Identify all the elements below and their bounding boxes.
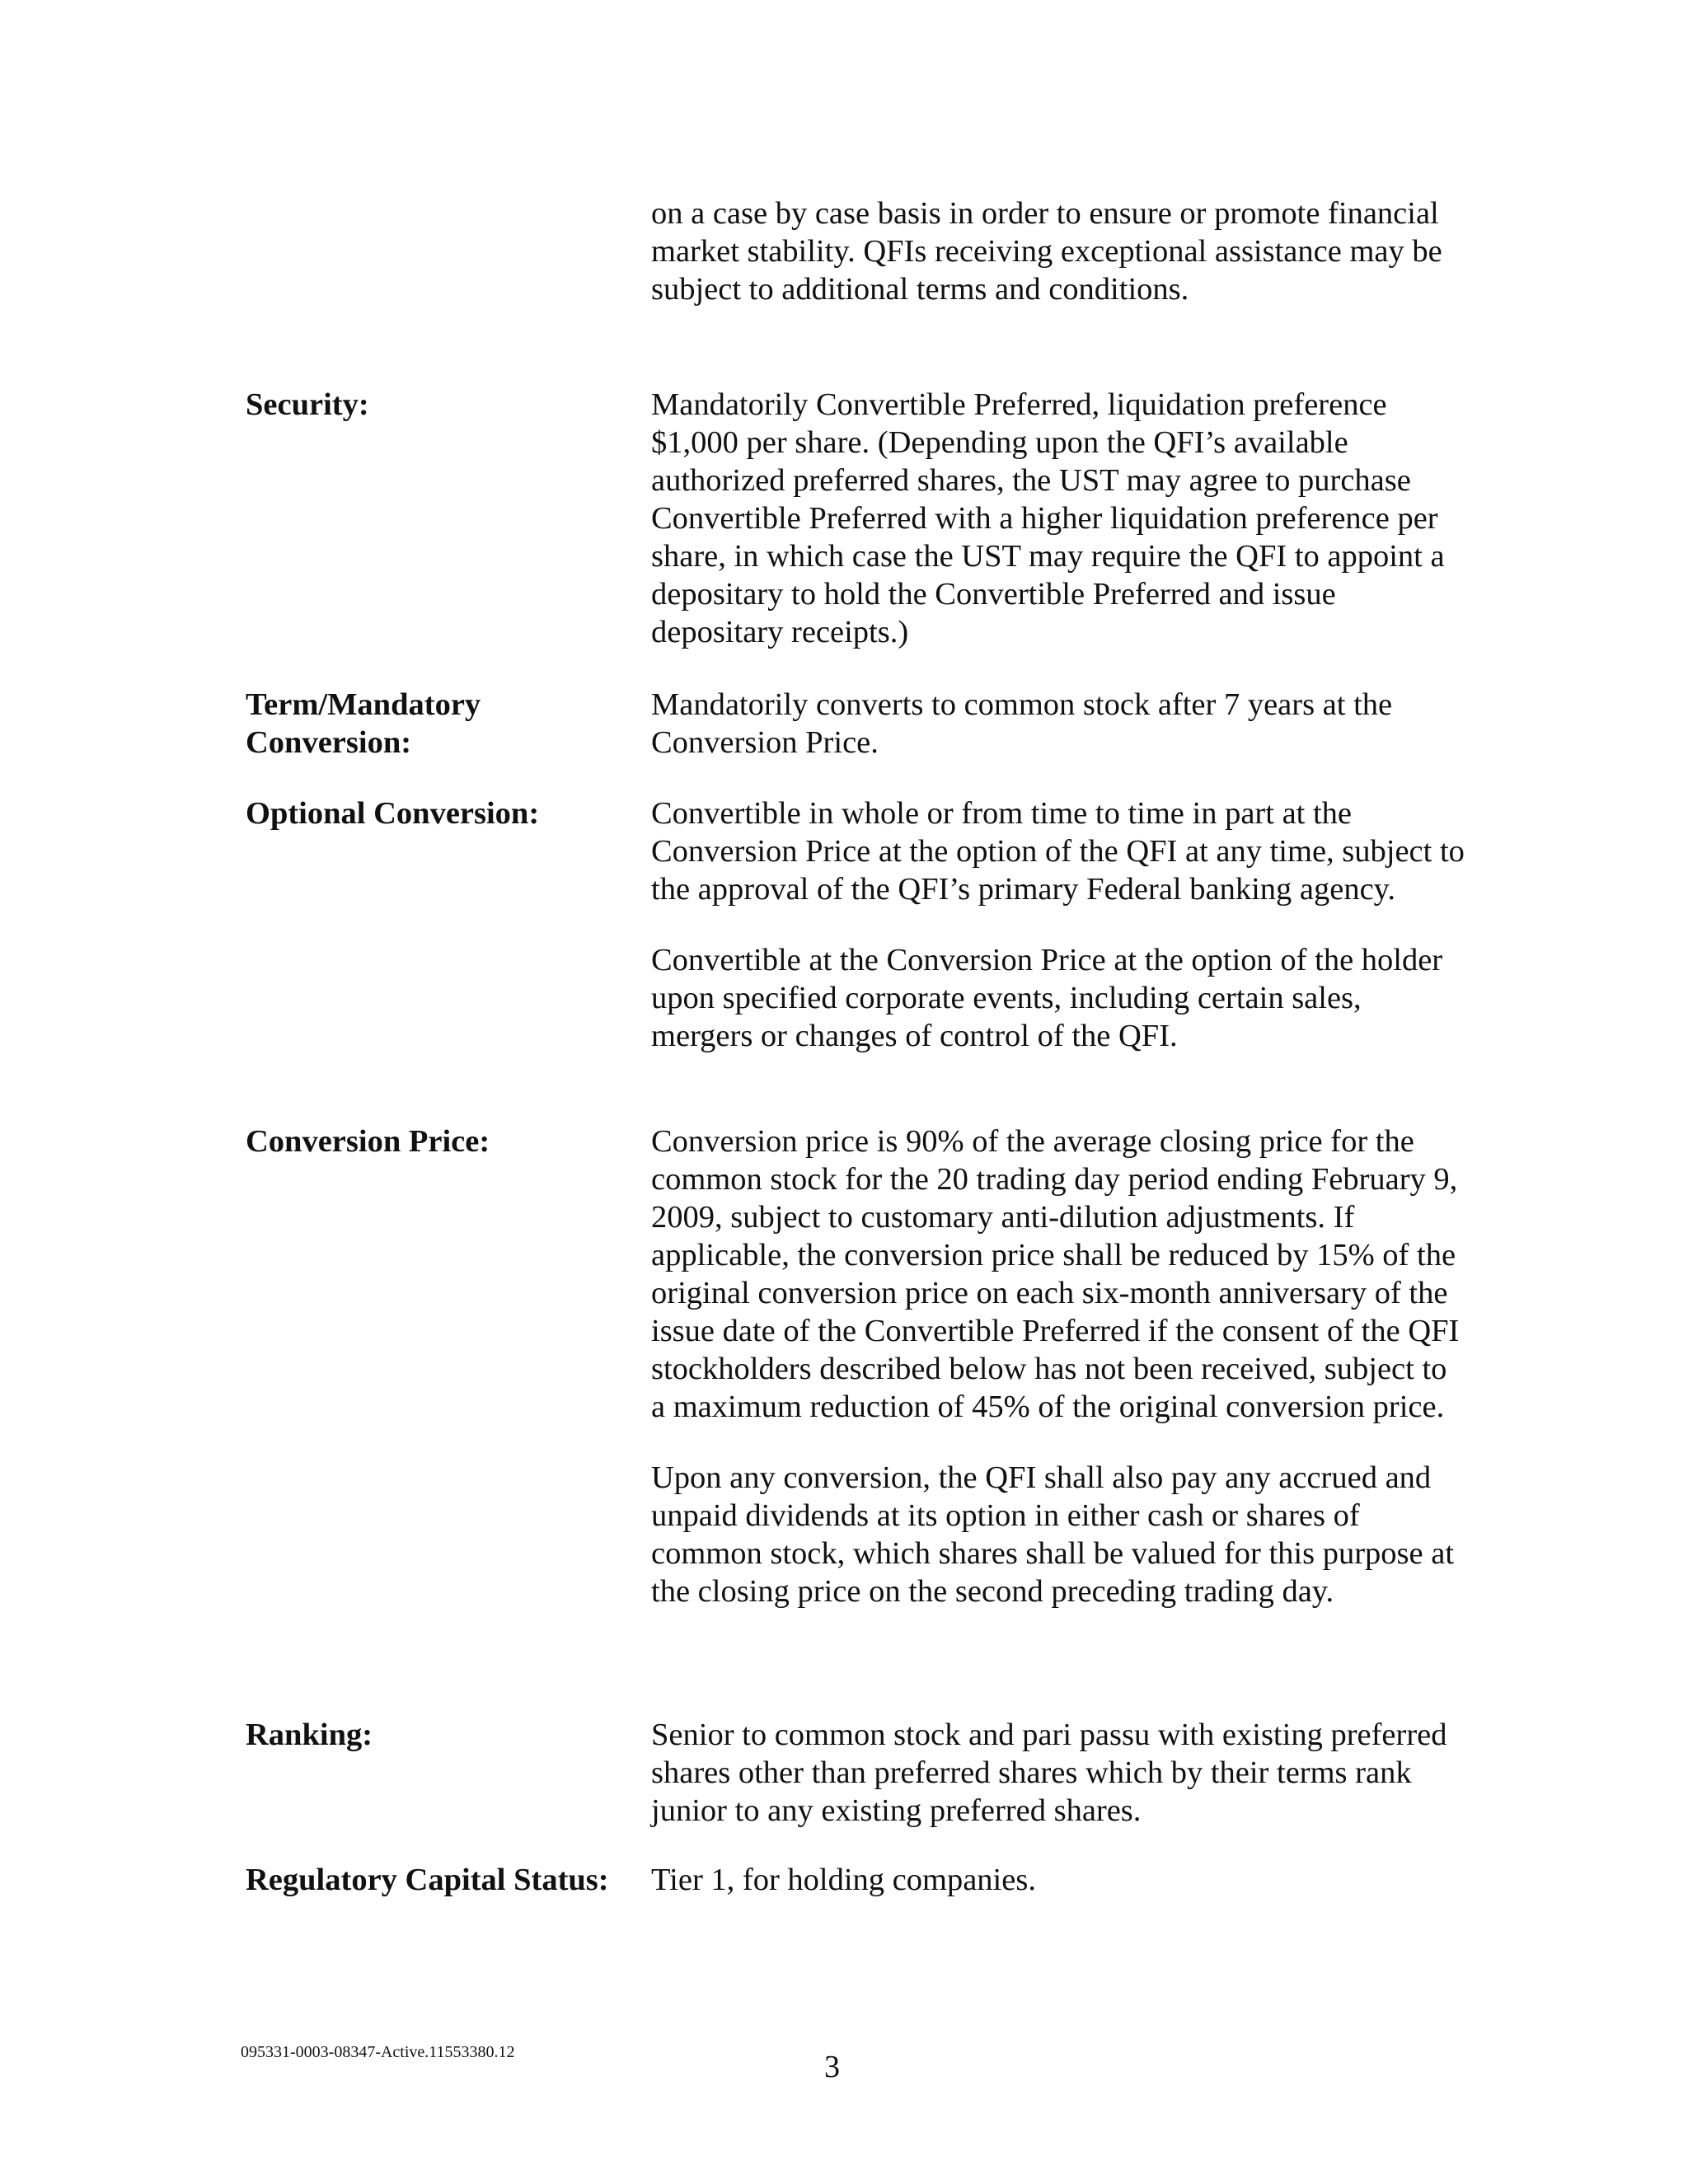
term-paragraph: Convertible in whole or from time to time in part at the Conversion Price at the option of the QFI at any time, subject to the approval of the QFI’s primary Federal banking agency. <box>651 796 1465 907</box>
term-body <box>651 1716 1467 1830</box>
term-label: Term/Mandatory Conversion: <box>246 687 481 760</box>
continuation-paragraph: on a case by case basis in order to ensure or promote financial market stability. QFIs receiving exceptional assistance may be subject to additional terms and conditions. <box>651 196 1442 307</box>
term-paragraph: Convertible at the Conversion Price at the option of the holder upon specified corporate events, including certain sales, mergers or changes of control of the QFI. <box>651 943 1443 1053</box>
term-paragraph: Upon any conversion, the QFI shall also pay any accrued and unpaid dividends at its option in either cash or shares of common stock, which shares shall be valued for this purpose at the closing price on the second preceding trading day. <box>651 1460 1455 1609</box>
term-label: Regulatory Capital Status: <box>246 1863 609 1897</box>
term-body <box>651 1122 1467 1610</box>
term-paragraph: Mandatorily Convertible Preferred, liquidation preference $1,000 per share. (Depending upon the QFI’s available authorized preferred shares, the UST may agree to purchase Convertible Preferred with a higher liquidation preference per share, in which case the UST may require the QFI to appoint a depositary to hold the Convertible Preferred and issue depositary receipts.) <box>651 387 1445 649</box>
term-paragraph: Senior to common stock and pari passu with existing preferred shares other than preferred shares which by their terms rank junior to any existing preferred shares. <box>651 1718 1447 1828</box>
term-label: Conversion Price: <box>246 1124 490 1159</box>
page-number: 3 <box>824 2050 840 2084</box>
term-paragraph: Tier 1, for holding companies. <box>651 1863 1036 1897</box>
footer-document-id: 095331-0003-08347-Active.11553380.12 <box>241 2043 515 2061</box>
term-body <box>651 386 1467 651</box>
term-label: Ranking: <box>246 1718 373 1752</box>
term-paragraph: Conversion price is 90% of the average closing price for the common stock for the 20 trading day period ending February 9, 2009, subject to customary anti-dilution adjustments. If applicable, the conversion price shall be reduced by 15% of the original conversion price on each six-month anniversary of the issue date of the Convertible Preferred if the consent of the QFI stockholders described below has not been received, subject to a maximum reduction of 45% of the original conversion price. <box>651 1124 1460 1424</box>
term-body <box>651 1861 1467 1899</box>
term-label: Optional Conversion: <box>246 796 540 831</box>
term-body <box>651 794 1467 1055</box>
term-body <box>651 686 1467 762</box>
term-label: Security: <box>246 387 369 422</box>
term-paragraph: Mandatorily converts to common stock after 7 years at the Conversion Price. <box>651 687 1393 760</box>
